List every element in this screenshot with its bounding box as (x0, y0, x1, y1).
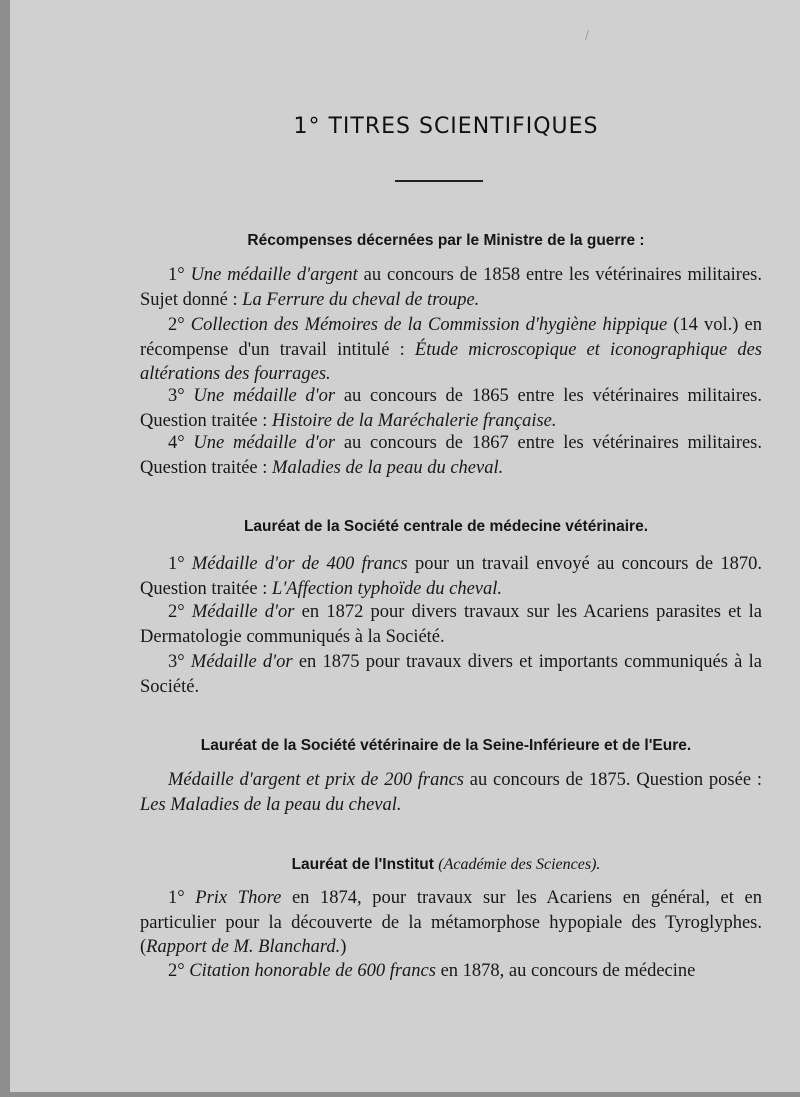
award-title: Médaille d'or (191, 602, 295, 622)
award-title: Une médaille d'argent (190, 265, 358, 285)
paragraph-text: en 1878, au concours de médecine (435, 961, 696, 981)
award-title: Médaille d'or (190, 652, 293, 672)
paragraph-text: au concours de 1865 entre les vétérinaires militaires. Question traitée : (140, 386, 763, 431)
item-number: 1° (168, 265, 185, 285)
page-title: 1° TITRES SCIENTIFIQUES (293, 114, 599, 139)
award-title: Une médaille d'or (193, 386, 336, 406)
paragraph-text: en 1875 pour travaux divers et importants communiqués à la Société. (140, 652, 762, 697)
report-reference: Rapport de M. Blanchard. (146, 937, 341, 957)
paragraph (140, 431, 762, 480)
section-heading-seine-inferieure: Lauréat de la Société vétérinaire de la Seine-Inférieure et de l'Eure. (200, 737, 692, 754)
paragraph-text: au concours de 1875. Question posée : (464, 770, 762, 790)
work-title: La Ferrure du cheval de troupe. (242, 289, 480, 310)
award-title: Collection des Mémoires de la Commission d'hygiène hippique (190, 315, 668, 335)
item-number: 1° (168, 888, 185, 908)
title-divider (395, 180, 483, 182)
paragraph (140, 959, 762, 984)
paragraph-text: au concours de 1858 entre les vétérinaires militaires. Sujet donné : (140, 265, 762, 310)
paragraph-text: ) (340, 937, 347, 957)
work-title: Maladies de la peau du cheval. (272, 457, 504, 478)
award-title: Une médaille d'or (193, 433, 336, 453)
work-title: L'Affection typhoïde du cheval. (272, 578, 503, 599)
paragraph (140, 552, 762, 601)
work-title: Les Maladies de la peau du cheval. (140, 794, 402, 815)
work-title: Étude microscopique et iconographique des altérations des fourrages. (140, 339, 762, 384)
paragraph-text: (14 vol.) en récompense d'un travail intitulé : (140, 315, 762, 360)
paragraph (140, 600, 762, 649)
item-number: 2° (168, 315, 185, 335)
award-title: Citation honorable de 600 francs (189, 961, 436, 981)
paragraph-text: en 1874, pour travaux sur les Acariens en général, et en particulier pour la découverte de la métamorphose hypopiale des Tyroglyphes. ( (140, 888, 763, 957)
paragraph (140, 384, 762, 433)
award-title: Médaille d'argent et prix de 200 francs (168, 770, 464, 790)
item-number: 3° (168, 652, 185, 672)
paragraph-text: pour un travail envoyé au concours de 1870. Question traitée : (140, 554, 762, 599)
section-heading-institut (130, 856, 762, 874)
work-title: Histoire de la Maréchalerie française. (272, 410, 557, 431)
document-page (10, 0, 800, 1092)
paragraph (140, 650, 762, 699)
page-folio: / (585, 28, 590, 42)
award-title: Prix Thore (195, 888, 282, 908)
item-number: 1° (168, 554, 185, 574)
heading-italic: (Académie des Sciences). (438, 856, 601, 873)
paragraph (140, 263, 762, 312)
section-heading-ministre: Récompenses décernées par le Ministre de la guerre : (247, 232, 645, 249)
item-number: 4° (168, 433, 185, 453)
paragraph-text: au concours de 1867 entre les vétérinaires militaires. Question traitée : (140, 433, 763, 478)
item-number: 3° (168, 386, 185, 406)
paragraph (140, 313, 762, 387)
award-title: Médaille d'or de 400 francs (191, 554, 408, 574)
item-number: 2° (168, 602, 185, 622)
paragraph (140, 768, 762, 817)
heading-text: Lauréat de l'Institut (291, 856, 434, 873)
paragraph-text: en 1872 pour divers travaux sur les Acariens parasites et la Dermatologie communiqués à la Société. (140, 602, 762, 647)
section-heading-societe-centrale: Lauréat de la Société centrale de médecine vétérinaire. (243, 518, 649, 535)
item-number: 2° (168, 961, 185, 981)
paragraph (140, 886, 762, 960)
